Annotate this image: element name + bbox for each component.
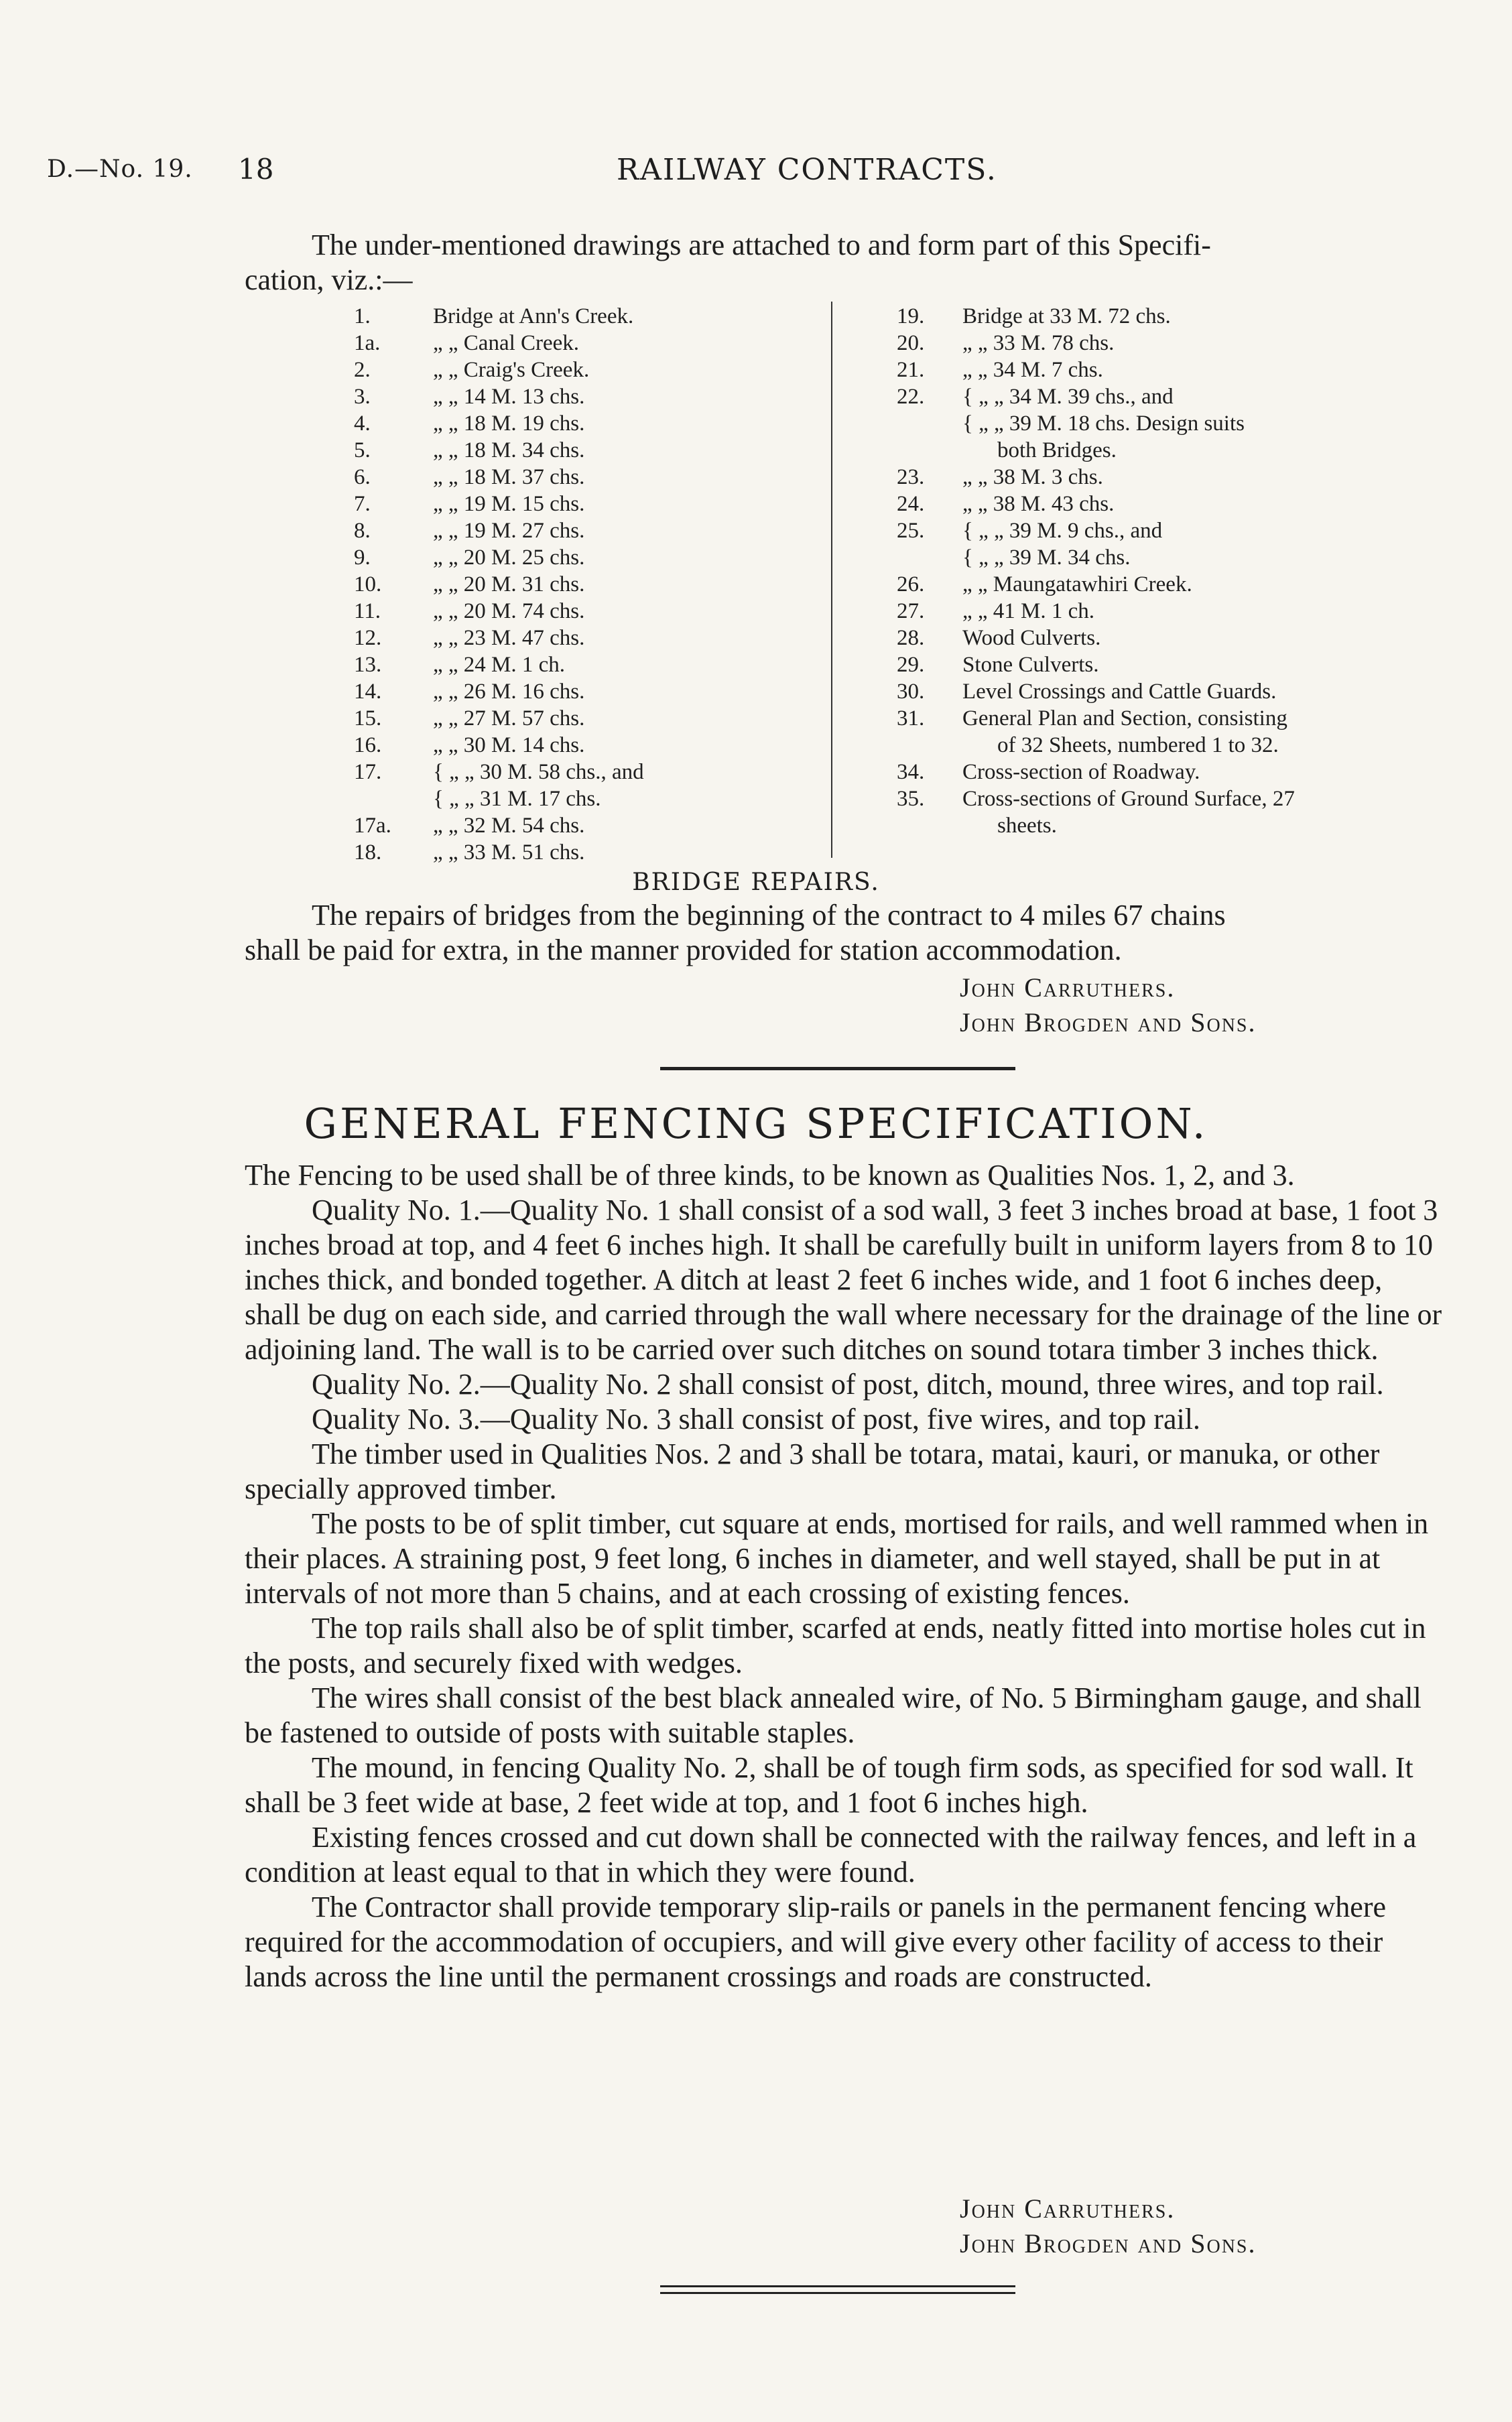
list-item: 7. „ „ 19 M. 15 chs. [354,492,585,516]
section-title: GENERAL FENCING SPECIFICATION. [304,1099,1208,1148]
list-item: 2. „ „ Craig's Creek. [354,358,590,382]
list-item: 14. „ „ 26 M. 16 chs. [354,680,585,704]
list-item: 1a. „ „ Canal Creek. [354,331,580,355]
section-rule [660,1067,1015,1070]
list-item: 27. „ „ 41 M. 1 ch. [897,599,1095,623]
list-item: 22. { „ „ 34 M. 39 chs., and [897,385,1174,409]
end-rule-bottom [660,2292,1015,2294]
fencing-paragraph: The wires shall consist of the best black annealed wire, of No. 5 Birmingham gauge, and shall be fastened to outside of posts with suitable staples. [245,1681,1422,1749]
list-item: both Bridges. [997,438,1117,462]
list-item: 15. „ „ 27 M. 57 chs. [354,706,585,730]
list-item: sheets. [997,814,1057,838]
list-item: { „ „ 39 M. 34 chs. [962,546,1131,570]
bridge-repairs-line-2: shall be paid for extra, in the manner provided for station accommodation. [245,934,1122,966]
list-item: 30. Level Crossings and Cattle Guards. [897,680,1277,704]
list-item: 18. „ „ 33 M. 51 chs. [354,840,585,865]
list-item: 6. „ „ 18 M. 37 chs. [354,465,585,489]
list-item: 17a. „ „ 32 M. 54 chs. [354,814,585,838]
list-item: 26. „ „ Maungatawhiri Creek. [897,572,1192,596]
fencing-paragraph: The timber used in Qualities Nos. 2 and 3 shall be totara, matai, kauri, or manuka, or other specially approved timber. [245,1438,1380,1505]
list-item: 3. „ „ 14 M. 13 chs. [354,385,585,409]
list-item: 17. { „ „ 30 M. 58 chs., and [354,760,644,784]
document-reference: D.—No. 19. [47,155,193,183]
page-number: 18 [238,153,274,186]
list-item: 24. „ „ 38 M. 43 chs. [897,492,1115,516]
drawings-list-right [897,303,1433,839]
page-title: RAILWAY CONTRACTS. [617,153,997,187]
list-item: { „ „ 39 M. 18 chs. Design suits [962,411,1245,436]
fencing-paragraph: Quality No. 1.—Quality No. 1 shall consist of a sod wall, 3 feet 3 inches broad at base, 1 foot 3 inches broad at top, and 4 feet 6 inches high. It shall be carefully built in uniform layers from 8 to 10 inches thick, and bonded together. A ditch at least 2 feet 6 inches wide, and 1 foot 6 inches deep, shall be dug on each side, and carried through the wall where necessary for the drainage of the line or adjoining land. The wall is to be carried over such ditches on sound totara timber 3 inches thick. [245,1194,1442,1366]
list-item: 19. Bridge at 33 M. 72 chs. [897,304,1171,328]
signature-brogden: John Brogden and Sons. [960,1007,1257,1037]
fencing-paragraph: Quality No. 3.—Quality No. 3 shall consist of post, five wires, and top rail. [312,1403,1200,1436]
list-item: 25. { „ „ 39 M. 9 chs., and [897,519,1163,543]
fencing-paragraph: The Fencing to be used shall be of three kinds, to be known as Qualities Nos. 1, 2, and 3. [245,1159,1295,1192]
list-item: 9. „ „ 20 M. 25 chs. [354,546,585,570]
list-item: 1. Bridge at Ann's Creek. [354,304,634,328]
fencing-paragraph: The Contractor shall provide temporary slip-rails or panels in the permanent fencing where required for the accommodation of occupiers, and will give every other facility of access to their lands across the line until the permanent crossings and roads are constructed. [245,1891,1387,1993]
list-item: 13. „ „ 24 M. 1 ch. [354,653,566,677]
end-rule-top [660,2285,1015,2287]
fencing-paragraph: The mound, in fencing Quality No. 2, shall be of tough firm sods, as specified for sod wall. It shall be 3 feet wide at base, 2 feet wide at top, and 1 foot 6 inches high. [245,1751,1413,1819]
list-item: 8. „ „ 19 M. 27 chs. [354,519,585,543]
intro-line-1: The under-mentioned drawings are attached to and form part of this Specifi- [312,229,1211,261]
list-item: 34. Cross-section of Roadway. [897,760,1200,784]
fencing-paragraph: Quality No. 2.—Quality No. 2 shall consist of post, ditch, mound, three wires, and top rail. [312,1368,1384,1401]
list-item: 21. „ „ 34 M. 7 chs. [897,358,1103,382]
fencing-paragraph: The top rails shall also be of split timber, scarfed at ends, neatly fitted into mortise holes cut in the posts, and securely fixed with wedges. [245,1612,1426,1679]
bridge-repairs-heading: BRIDGE REPAIRS. [632,869,880,896]
bridge-repairs-line-1: The repairs of bridges from the beginning of the contract to 4 miles 67 chains [312,899,1226,932]
signature-carruthers: John Carruthers. [960,972,1176,1003]
list-item: 11. „ „ 20 M. 74 chs. [354,599,585,623]
list-item: 12. „ „ 23 M. 47 chs. [354,626,585,650]
list-item: { „ „ 31 M. 17 chs. [433,787,601,811]
fencing-paragraph: Existing fences crossed and cut down shall be connected with the railway fences, and left in a condition at least equal to that in which they were found. [245,1821,1417,1889]
fencing-body [245,1158,1444,1994]
list-item: 29. Stone Culverts. [897,653,1099,677]
list-item: 23. „ „ 38 M. 3 chs. [897,465,1103,489]
list-item: 28. Wood Culverts. [897,626,1101,650]
fencing-paragraph: The posts to be of split timber, cut square at ends, mortised for rails, and well rammed when in their places. A straining post, 9 feet long, 6 inches in diameter, and well stayed, shall be put in at intervals of not more than 5 chains, and at each crossing of existing fences. [245,1507,1429,1610]
drawings-list-left [354,303,823,866]
list-item: of 32 Sheets, numbered 1 to 32. [997,733,1279,757]
list-item: 16. „ „ 30 M. 14 chs. [354,733,585,757]
list-item: 20. „ „ 33 M. 78 chs. [897,331,1115,355]
intro-line-2: cation, viz.:— [245,263,413,296]
list-item: 5. „ „ 18 M. 34 chs. [354,438,585,462]
signature-brogden: John Brogden and Sons. [960,2228,1257,2258]
signature-carruthers: John Carruthers. [960,2193,1176,2224]
column-divider [831,302,832,858]
list-item: 4. „ „ 18 M. 19 chs. [354,411,585,436]
list-item: 31. General Plan and Section, consisting [897,706,1287,730]
list-item: 10. „ „ 20 M. 31 chs. [354,572,585,596]
list-item: 35. Cross-sections of Ground Surface, 27 [897,787,1295,811]
